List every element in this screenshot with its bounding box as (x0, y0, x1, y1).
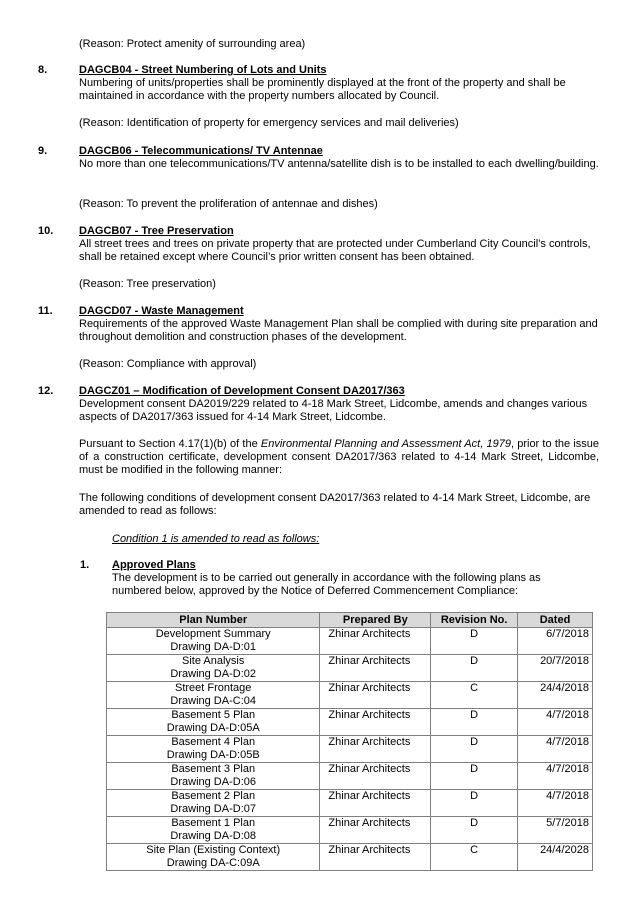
condition-body: All street trees and trees on private property that are protected under Cumberland City Council’s controls, shall be retained except where Council’s prior written consent has been obtained. (79, 238, 591, 263)
dated-cell: 6/7/2018 (518, 628, 593, 655)
drawing-number: Drawing DA-C:09A (166, 857, 260, 869)
drawing-number: Drawing DA-D:07 (170, 803, 256, 815)
plan-name: Street Frontage (174, 682, 252, 694)
paragraph-text: , prior to the issue of a construction certificate, development consent DA2017/363 related to 4-14 Mark Street, Lidcombe, must be modified in the following manner: (79, 438, 599, 476)
condition-body: No more than one telecommunications/TV antenna/satellite dish is to be installed to each dwelling/building. (79, 158, 599, 170)
condition-number: 12. (38, 385, 54, 397)
revision-cell: C (431, 682, 518, 709)
dated-cell: 4/7/2018 (518, 763, 593, 790)
table-row (107, 763, 593, 790)
condition-paragraph: The following conditions of development consent DA2017/363 related to 4-14 Mark Street, Lidcombe, are amended to read as follows: (79, 492, 591, 517)
act-name: Environmental Planning and Assessment Act, 1979 (260, 438, 511, 450)
condition-title: DAGCZ01 – Modification of Development Consent DA2017/363 (79, 385, 405, 397)
condition-reason: (Reason: To prevent the proliferation of antennae and dishes) (79, 198, 378, 210)
paragraph-text: Pursuant to Section 4.17(1)(b) of the (79, 438, 261, 450)
header-dated: Dated (518, 613, 593, 628)
plan-number-cell (107, 736, 320, 763)
sub-condition-title: Approved Plans (112, 559, 196, 571)
header-revision-no: Revision No. (431, 613, 518, 628)
revision-cell: D (431, 763, 518, 790)
prepared-by-cell: Zhinar Architects (320, 790, 431, 817)
revision-cell: D (431, 655, 518, 682)
dated-cell: 5/7/2018 (518, 817, 593, 844)
dated-cell: 4/7/2018 (518, 709, 593, 736)
condition-title: DAGCB06 - Telecommunications/ TV Antennae (79, 145, 323, 157)
prepared-by-cell: Zhinar Architects (320, 682, 431, 709)
dated-cell: 4/7/2018 (518, 790, 593, 817)
sub-condition-body: The development is to be carried out generally in accordance with the following plans as numbered below, approved by the Notice of Deferred Commencement Compliance: (112, 572, 541, 597)
table-header-row (107, 613, 593, 628)
condition-number: 9. (38, 145, 48, 157)
dated-cell: 20/7/2018 (518, 655, 593, 682)
dated-cell: 24/4/2028 (518, 844, 593, 871)
drawing-number: Drawing DA-C:04 (170, 695, 256, 707)
condition-title: DAGCD07 - Waste Management (79, 305, 244, 317)
plan-number-cell (107, 709, 320, 736)
plan-number-cell (107, 628, 320, 655)
revision-cell: D (431, 628, 518, 655)
plan-number-cell (107, 655, 320, 682)
plan-name: Basement 5 Plan (171, 709, 256, 721)
table-row (107, 709, 593, 736)
revision-cell: C (431, 844, 518, 871)
prepared-by-cell: Zhinar Architects (320, 844, 431, 871)
plan-number-cell (107, 844, 320, 871)
condition-reason: (Reason: Identification of property for emergency services and mail deliveries) (79, 117, 459, 129)
condition-paragraph (79, 438, 599, 477)
plan-name: Site Analysis (182, 655, 245, 667)
approved-plans-table (106, 612, 593, 871)
drawing-number: Drawing DA-D:02 (170, 668, 256, 680)
header-plan-number: Plan Number (107, 613, 320, 628)
condition-title: DAGCB07 - Tree Preservation (79, 225, 234, 237)
condition-11 (38, 305, 598, 369)
condition-reason: (Reason: Compliance with approval) (79, 358, 257, 370)
table-row (107, 682, 593, 709)
dated-cell: 4/7/2018 (518, 736, 593, 763)
plan-name: Site Plan (Existing Context) (146, 844, 281, 856)
drawing-number: Drawing DA-D:01 (170, 641, 256, 653)
prepared-by-cell: Zhinar Architects (320, 763, 431, 790)
prepared-by-cell: Zhinar Architects (320, 655, 431, 682)
plan-number-cell (107, 763, 320, 790)
dated-cell: 24/4/2018 (518, 682, 593, 709)
drawing-number: Drawing DA-D:05A (166, 722, 260, 734)
condition-reason: (Reason: Tree preservation) (79, 278, 216, 290)
amendment-intro: Condition 1 is amended to read as follows: (112, 533, 320, 545)
sub-condition-number: 1. (80, 559, 90, 571)
drawing-number: Drawing DA-D:08 (170, 830, 256, 842)
plan-name: Basement 4 Plan (171, 736, 256, 748)
condition-9 (38, 145, 598, 209)
drawing-number: Drawing DA-D:06 (170, 776, 256, 788)
plan-name: Basement 1 Plan (171, 817, 256, 829)
plan-number-cell (107, 790, 320, 817)
header-prepared-by: Prepared By (320, 613, 431, 628)
condition-body: Requirements of the approved Waste Management Plan shall be complied with during site preparation and throughout demolition and construction phases of the development. (79, 318, 598, 343)
prepared-by-cell: Zhinar Architects (320, 628, 431, 655)
revision-cell: D (431, 709, 518, 736)
table-row (107, 790, 593, 817)
condition-number: 10. (38, 225, 54, 237)
reason-text: (Reason: Protect amenity of surrounding area) (79, 38, 306, 50)
condition-10 (38, 225, 598, 289)
prepared-by-cell: Zhinar Architects (320, 736, 431, 763)
table-row (107, 655, 593, 682)
prepared-by-cell: Zhinar Architects (320, 817, 431, 844)
condition-8 (38, 64, 598, 128)
plan-name: Development Summary (155, 628, 271, 640)
condition-body: Numbering of units/properties shall be prominently displayed at the front of the property and shall be maintained in accordance with the property numbers allocated by Council. (79, 77, 566, 102)
table-row (107, 844, 593, 871)
drawing-number: Drawing DA-D:05B (166, 749, 260, 761)
plan-name: Basement 2 Plan (171, 790, 256, 802)
condition-title: DAGCB04 - Street Numbering of Lots and Units (79, 64, 327, 76)
plan-number-cell (107, 817, 320, 844)
plan-number-cell (107, 682, 320, 709)
plan-name: Basement 3 Plan (171, 763, 256, 775)
condition-number: 11. (38, 305, 53, 317)
table-row (107, 628, 593, 655)
prepared-by-cell: Zhinar Architects (320, 709, 431, 736)
table-row (107, 736, 593, 763)
revision-cell: D (431, 817, 518, 844)
revision-cell: D (431, 736, 518, 763)
condition-number: 8. (38, 64, 48, 76)
condition-12 (38, 385, 598, 525)
revision-cell: D (431, 790, 518, 817)
table-row (107, 817, 593, 844)
condition-body: Development consent DA2019/229 related to 4-18 Mark Street, Lidcombe, amends and changes various aspects of DA2017/363 issued for 4-14 Mark Street, Lidcombe. (79, 398, 588, 423)
